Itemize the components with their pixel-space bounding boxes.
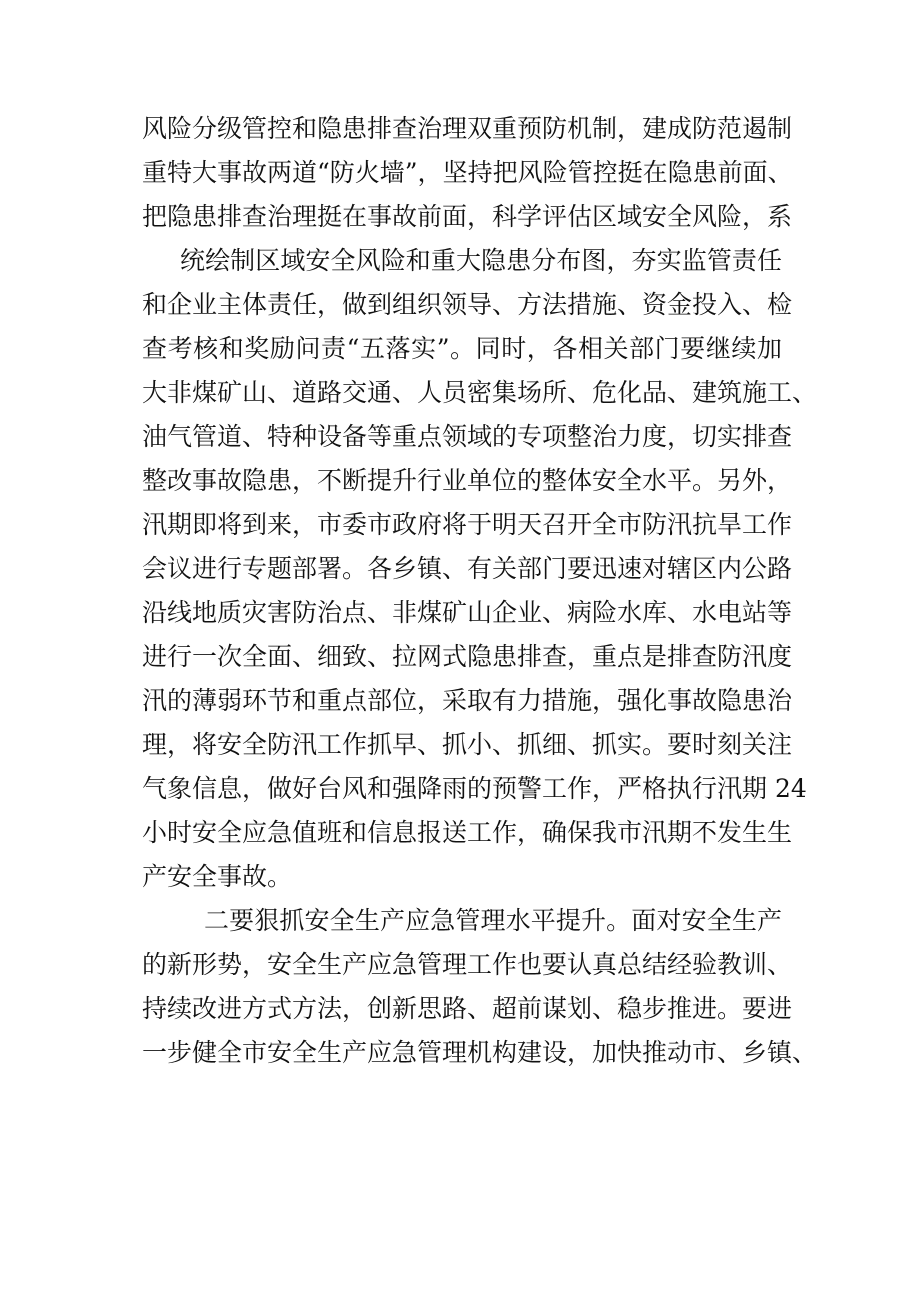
text-line: 油气管道、特种设备等重点领域的专项整治力度，切实排查 bbox=[142, 422, 793, 451]
text-line: 重特大事故两道“防火墙”，坚持把风险管控挺在隐患前面、 bbox=[142, 158, 793, 187]
text-line: 把隐患排查治理挺在事故前面，科学评估区域安全风险，系 bbox=[142, 202, 793, 231]
text-line: 沿线地质灾害防治点、非煤矿山企业、病险水库、水电站等 bbox=[142, 598, 793, 627]
text-line: 的新形势，安全生产应急管理工作也要认真总结经验教训、 bbox=[142, 950, 793, 979]
text-line: 整改事故隐患，不断提升行业单位的整体安全水平。另外， bbox=[142, 466, 793, 495]
text-line-indented: 统绘制区域安全风险和重大隐患分布图，夯实监管责任 bbox=[180, 246, 782, 275]
text-line: 一步健全市安全生产应急管理机构建设，加快推动市、乡镇、 bbox=[142, 1038, 818, 1067]
text-line: 气象信息，做好台风和强降雨的预警工作，严格执行汛期 24 bbox=[142, 774, 807, 803]
text-line: 进行一次全面、细致、拉网式隐患排查，重点是排查防汛度 bbox=[142, 642, 793, 671]
text-line: 查考核和奖励问责“五落实”。同时，各相关部门要继续加 bbox=[142, 334, 782, 363]
text-line: 风险分级管控和隐患排查治理双重预防机制，建成防范遏制 bbox=[142, 114, 793, 143]
text-line: 和企业主体责任，做到组织领导、方法措施、资金投入、检 bbox=[142, 290, 793, 319]
text-line-last: 产安全事故。 bbox=[142, 862, 293, 891]
text-line: 汛的薄弱环节和重点部位，采取有力措施，强化事故隐患治 bbox=[142, 686, 793, 715]
text-line-paragraph-start: 二要狠抓安全生产应急管理水平提升。面对安全生产 bbox=[204, 906, 782, 935]
text-line: 小时安全应急值班和信息报送工作，确保我市汛期不发生生 bbox=[142, 818, 793, 847]
text-line: 汛期即将到来，市委市政府将于明天召开全市防汛抗旱工作 bbox=[142, 510, 793, 539]
text-line: 会议进行专题部署。各乡镇、有关部门要迅速对辖区内公路 bbox=[142, 554, 793, 583]
text-line: 大非煤矿山、道路交通、人员密集场所、危化品、建筑施工、 bbox=[142, 378, 818, 407]
text-line: 理，将安全防汛工作抓早、抓小、抓细、抓实。要时刻关注 bbox=[142, 730, 793, 759]
text-line: 持续改进方式方法，创新思路、超前谋划、稳步推进。要进 bbox=[142, 994, 793, 1023]
